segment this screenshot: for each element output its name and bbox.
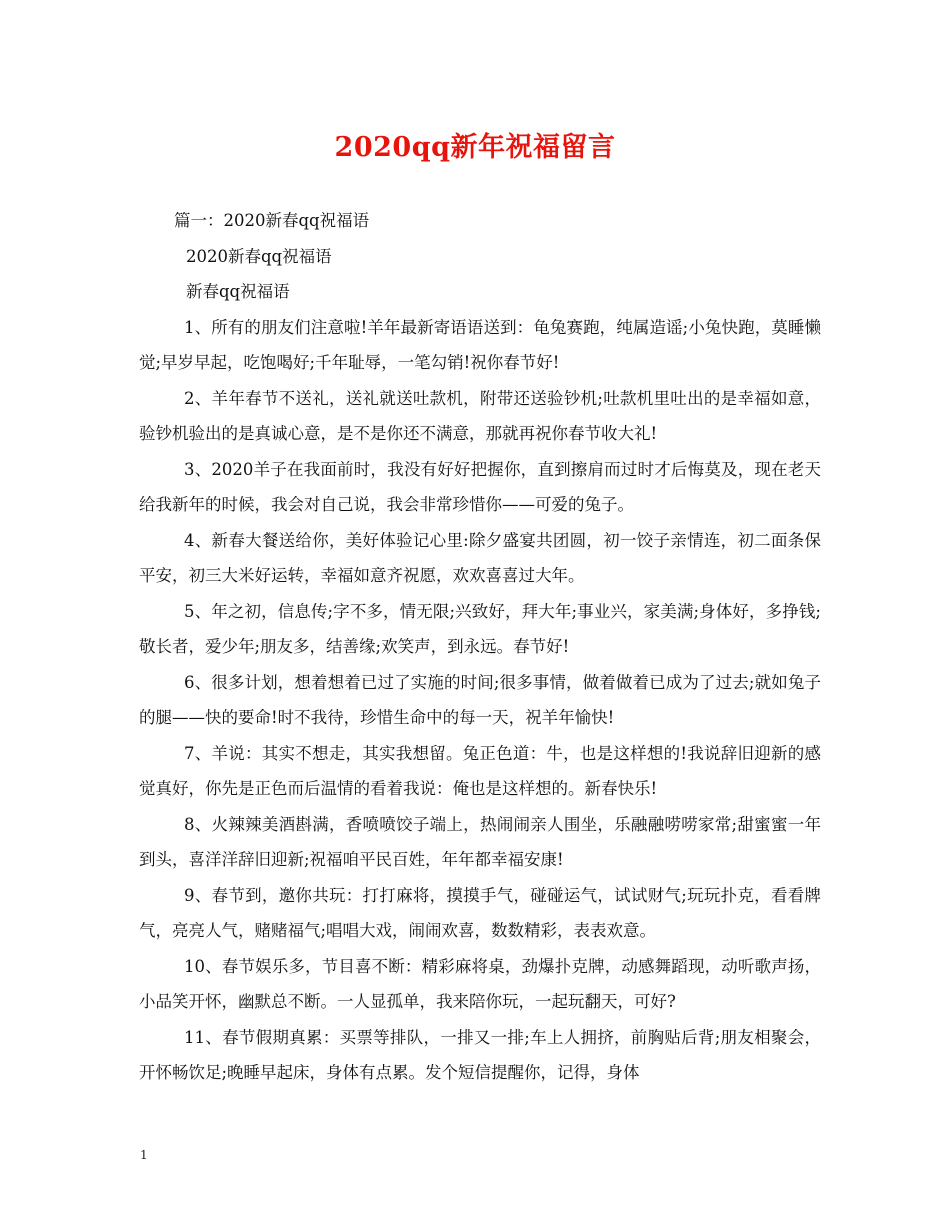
section-heading: 篇一：2020新春qq祝福语: [174, 211, 370, 230]
paragraph-2: 2、羊年春节不送礼，送礼就送吐款机，附带还送验钞机;吐款机里吐出的是幸福如意，验钞机验出的是真诚心意，是不是你还不满意，那就再祝你春节收大礼!: [139, 388, 821, 443]
paragraph-5: 5、年之初，信息传;字不多，情无限;兴致好，拜大年;事业兴，家美满;身体好，多挣钱;敬长者，爱少年;朋友多，结善缘;欢笑声，到永远。春节好!: [139, 601, 821, 656]
paragraph-11: 11、春节假期真累：买票等排队，一排又一排;车上人拥挤，前胸贴后背;朋友相聚会，开怀畅饮足;晚睡早起床，身体有点累。发个短信提醒你，记得，身体: [139, 1027, 821, 1082]
paragraph-6: 6、很多计划，想着想着已过了实施的时间;很多事情，做着做着已成为了过去;就如兔子的腿——快的要命!时不我待，珍惜生命中的每一天，祝羊年愉快!: [139, 672, 821, 727]
paragraph-8: 8、火辣辣美酒斟满，香喷喷饺子端上，热闹闹亲人围坐，乐融融唠唠家常;甜蜜蜜一年到头，喜洋洋辞旧迎新;祝福咱平民百姓，年年都幸福安康!: [139, 814, 821, 869]
document-title: 2020qq新年祝福留言: [334, 132, 616, 163]
subheading: 新春qq祝福语: [186, 282, 290, 301]
paragraph-3: 3、2020羊子在我面前时，我没有好好把握你，直到擦肩而过时才后悔莫及，现在老天给我新年的时候，我会对自己说，我会非常珍惜你——可爱的兔子。: [139, 459, 821, 514]
paragraph-1: 1、所有的朋友们注意啦!羊年最新寄语语送到：龟兔赛跑，纯属造谣;小兔快跑，莫睡懒觉;早岁早起，吃饱喝好;千年耻辱，一笔勾销!祝你春节好!: [139, 317, 821, 372]
paragraph-9: 9、春节到，邀你共玩：打打麻将，摸摸手气，碰碰运气，试试财气;玩玩扑克，看看牌气，亮亮人气，赌赌福气;唱唱大戏，闹闹欢喜，数数精彩，表表欢意。: [139, 885, 821, 940]
subheading: 2020新春qq祝福语: [186, 246, 332, 266]
paragraph-4: 4、新春大餐送给你，美好体验记心里:除夕盛宴共团圆，初一饺子亲情连，初二面条保平安，初三大米好运转，幸福如意齐祝愿，欢欢喜喜过大年。: [139, 530, 821, 585]
paragraph-10: 10、春节娱乐多，节目喜不断：精彩麻将桌，劲爆扑克牌，动感舞蹈现，动听歌声扬，小品笑开怀，幽默总不断。一人显孤单，我来陪你玩，一起玩翻天，可好?: [139, 956, 821, 1011]
page-number: 1: [140, 1148, 148, 1162]
paragraph-7: 7、羊说：其实不想走，其实我想留。兔正色道：牛，也是这样想的!我说辞旧迎新的感觉真好，你先是正色而后温情的看着我说：俺也是这样想的。新春快乐!: [139, 743, 821, 798]
document-body: [139, 203, 821, 1091]
